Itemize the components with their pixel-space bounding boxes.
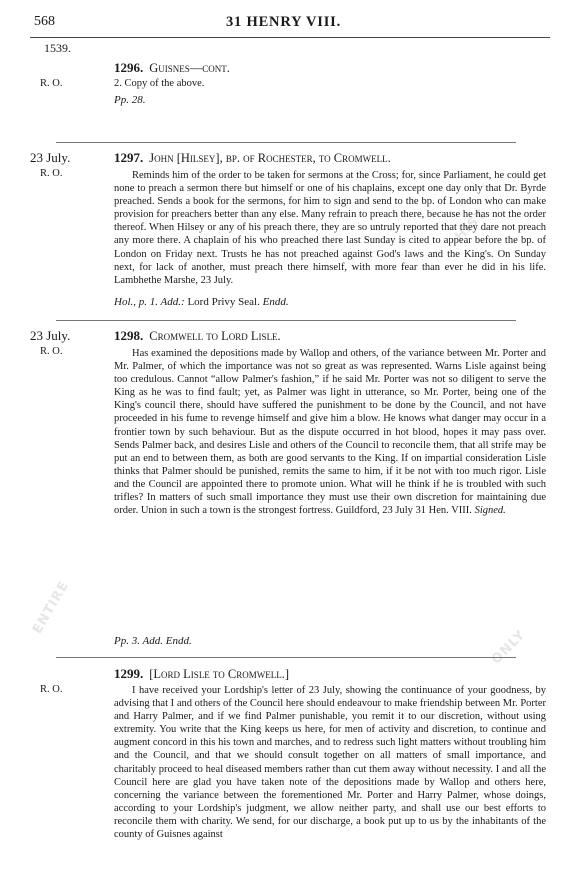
entry-separator (56, 142, 516, 143)
entry-heading (114, 60, 230, 76)
page-number: 568 (34, 14, 55, 29)
entry-date: 23 July. (30, 150, 71, 165)
entry-heading (114, 328, 281, 344)
year-label: 1539. (44, 41, 71, 55)
header-rule (30, 37, 550, 38)
entry-separator (56, 320, 516, 321)
entry-text: Reminds him of the order to be taken for sermons at the Cross; for, since Parliament, he could get none to preach a sermon there but himself or one of his chaplains, except one day only that Dr. Byrde preached. Sends a book for the sermons, for him to sign and send to the bp. of London who can make provision for preachers better than any else. Many refrain to preach there, because he has not the order thereof. When Hilsey or any of his preach there, they are so untruly reported that they dare not preach any more there. A chaplain of his who preached there last Sunday is cited to appear before the bp. of London on Friday next. Trusts he has not preached against God's laws and the King's. On Sunday next, for lack of another, must preach there himself, with more fear than ever he did in his life. Lambhethe Marshe, 23 July. (114, 170, 546, 286)
entry-title: [Lord Lisle to Cromwell.] (149, 667, 290, 681)
watermark-fragment: HIST (452, 206, 490, 245)
entry-separator (56, 657, 516, 658)
watermark-fragment: ONLY (488, 627, 529, 668)
entry-text: I have received your Lordship's letter of 23 July, showing the continuance of your goodness, by advising that I and others of the Council here should endeavour to make friendship between Mr. Porter and Harry Palmer, and if we find Palmer punishable, you remit it to our discretion, without using extremity. You write that the King keeps us here, for men of activity and discretion, to continue and augment concord in this his town and marches, and to redress such light matters without troubling him and the Council, and that we should consult together on all matters of small importance, and charitably proceed to heal diseased members rather than cut them away without necessity. I and all the Council here are glad you have taken note of the depositions made by Wallop and others here, concerning the variance between the forementioned Mr. Porter and Harry Palmer, whose doings, according to your Lordship's judgment, we allow neither party, and shall use our best efforts to reconcile them with charity. We send, for our discharge, a book put up to us by the inhabitants of the county of Guisnes against (114, 685, 546, 841)
entry-number: 1298. (114, 328, 144, 343)
source-label: R. O. (40, 168, 63, 179)
entry-number: 1299. (114, 666, 144, 681)
letter-body: Has examined the depositions made by Wallop and others, of the variance between Mr. Porter and Mr. Palmer, of which the importance was not so great as was represented. Warns Lisle against being too credulous. Cannot “allow Palmer's fashion,” if he said Mr. Porter was not so diligent to serve the King as he was to find fault; yet, as Palmer was light in utterance, so Mr. Porter, being one of the King's council there, should have suffered the punishment to be done by the Council, and not have proceeded in his fume to revenge himself and give him a blow. He knows what danger may occur in a frontier town by such behaviour. But as the dispute occurred in hot blood, hopes it may pass over. Sends Palmer back, and desires Lisle and others of the Council to reconcile them, that all strife may be put an end to between them, as both are good servants to the King. If on impartial consideration Lisle thinks that Palmer should be punished, remits the same to him, if it be not with too much rigor. Lisle and the Council are appointed there to promote union. What will he think if he is troubled with such trifles? In matters of such small importance they must use their own discretion for maintaining due order. Union in such a town is the strongest fortress. Guildford, 23 July 31 Hen. VIII. (114, 348, 546, 517)
entry-title: Cromwell to Lord Lisle. (149, 329, 281, 343)
entry-heading (114, 666, 289, 682)
source-label: R. O. (40, 78, 63, 89)
note-endorsed: Endd. (262, 296, 289, 308)
note-description: Hol., p. 1. Add.: (114, 296, 185, 308)
source-label: R. O. (40, 684, 63, 695)
entry-heading (114, 150, 391, 166)
entry-date: 23 July. (30, 328, 71, 343)
entry-text (114, 347, 546, 517)
entry-note (114, 296, 289, 308)
source-label: R. O. (40, 346, 63, 357)
entry-title: Guisnes—cont. (149, 61, 230, 75)
page-header (0, 14, 567, 34)
signed-mark: Signed. (474, 505, 506, 517)
entry-number: 1297. (114, 150, 144, 165)
entry-text: 2. Copy of the above. (114, 78, 205, 89)
note-address: Lord Privy Seal. (187, 296, 260, 308)
watermark-fragment: ENTIRE (30, 578, 73, 637)
running-title: 31 HENRY VIII. (225, 14, 342, 30)
entry-note: Pp. 3. Add. Endd. (114, 635, 192, 647)
entry-note: Pp. 28. (114, 94, 146, 106)
entry-title: John [Hilsey], bp. of Rochester, to Cromwell. (149, 151, 391, 165)
entry-number: 1296. (114, 60, 144, 75)
